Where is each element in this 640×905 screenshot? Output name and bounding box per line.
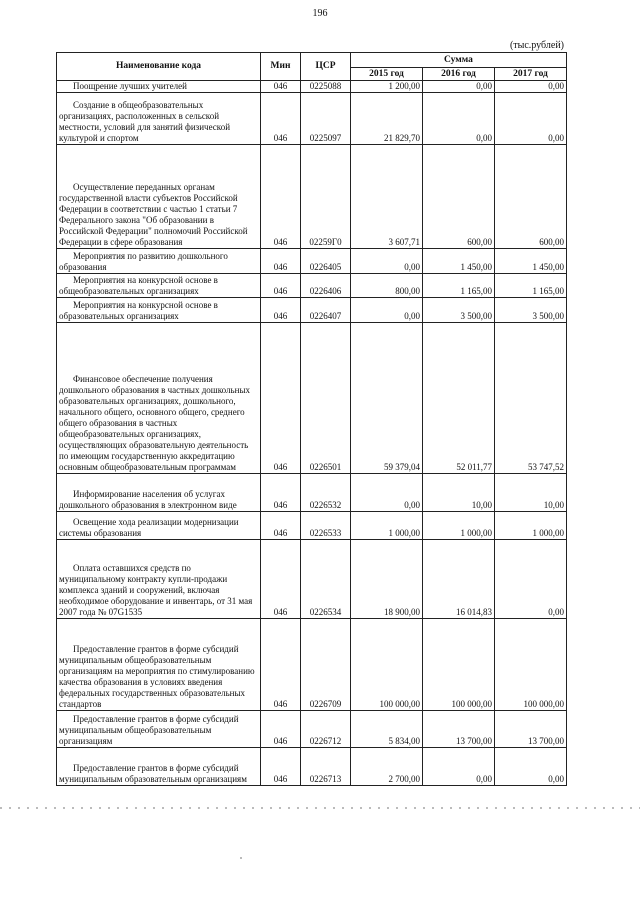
row-2017: 1 450,00 bbox=[495, 249, 567, 274]
row-name: Мероприятия на конкурсной основе в образовательных организациях bbox=[59, 300, 218, 321]
row-2015: 0,00 bbox=[351, 298, 423, 323]
scan-artifact-line bbox=[0, 807, 640, 809]
row-name: Предоставление грантов в форме субсидий муниципальным общеобразовательным организациям bbox=[59, 714, 239, 746]
row-2017: 10,00 bbox=[495, 474, 567, 512]
row-2017: 53 747,52 bbox=[495, 323, 567, 474]
row-2017: 0,00 bbox=[495, 540, 567, 619]
row-2015: 18 900,00 bbox=[351, 540, 423, 619]
row-name: Мероприятия на конкурсной основе в общеобразовательных организациях bbox=[59, 275, 218, 296]
row-2017: 1 165,00 bbox=[495, 274, 567, 298]
row-2016: 3 500,00 bbox=[423, 298, 495, 323]
header-csr: ЦСР bbox=[301, 53, 351, 81]
row-min: 046 bbox=[261, 81, 301, 93]
row-min: 046 bbox=[261, 748, 301, 786]
table-row bbox=[57, 540, 567, 619]
row-2016: 13 700,00 bbox=[423, 711, 495, 748]
row-csr: 0226405 bbox=[301, 249, 351, 274]
row-name: Поощрение лучших учителей bbox=[73, 81, 187, 91]
table-row bbox=[57, 93, 567, 145]
row-min: 046 bbox=[261, 512, 301, 540]
row-csr: 0226533 bbox=[301, 512, 351, 540]
row-csr: 0226709 bbox=[301, 619, 351, 711]
row-min: 046 bbox=[261, 298, 301, 323]
table-row bbox=[57, 249, 567, 274]
row-2016: 0,00 bbox=[423, 748, 495, 786]
row-2016: 1 000,00 bbox=[423, 512, 495, 540]
table-row bbox=[57, 145, 567, 249]
table-row bbox=[57, 298, 567, 323]
row-name: Осуществление переданных органам государственной власти субъектов Российской Федерации в соответствии с частью 1 статьи 7 Федерального закона "Об образовании в Российской Федерации" полномочий Российской Федерации в сфере образования bbox=[59, 182, 248, 247]
table-row bbox=[57, 619, 567, 711]
row-2015: 21 829,70 bbox=[351, 93, 423, 145]
table-row bbox=[57, 323, 567, 474]
row-2017: 1 000,00 bbox=[495, 512, 567, 540]
row-2015: 100 000,00 bbox=[351, 619, 423, 711]
row-2016: 100 000,00 bbox=[423, 619, 495, 711]
row-2016: 10,00 bbox=[423, 474, 495, 512]
header-name: Наименование кода bbox=[57, 53, 261, 81]
row-2017: 600,00 bbox=[495, 145, 567, 249]
units-label: (тыс.рублей) bbox=[509, 40, 564, 51]
row-csr: 0226534 bbox=[301, 540, 351, 619]
row-2017: 3 500,00 bbox=[495, 298, 567, 323]
row-min: 046 bbox=[261, 274, 301, 298]
row-min: 046 bbox=[261, 323, 301, 474]
budget-table bbox=[56, 52, 567, 786]
row-name: Информирование населения об услугах дошкольного образования в электронном виде bbox=[59, 489, 237, 510]
table-row bbox=[57, 748, 567, 786]
row-csr: 0226407 bbox=[301, 298, 351, 323]
row-name: Мероприятия по развитию дошкольного образования bbox=[59, 251, 228, 272]
row-2015: 2 700,00 bbox=[351, 748, 423, 786]
row-min: 046 bbox=[261, 249, 301, 274]
row-name: Оплата оставшихся средств по муниципальному контракту купли-продажи комплекса зданий и сооружений, включая необходимое оборудование и инвентарь, от 31 мая 2007 года № 07G1535 bbox=[59, 563, 253, 617]
row-csr: 0226712 bbox=[301, 711, 351, 748]
row-csr: 02259Г0 bbox=[301, 145, 351, 249]
row-2016: 52 011,77 bbox=[423, 323, 495, 474]
row-2015: 800,00 bbox=[351, 274, 423, 298]
row-name: Финансовое обеспечение получения дошкольного образования в частных дошкольных образовательных организациях, дошкольного, начального общего, основного общего, среднего общего образования в частных общеобразовательных организациях, осуществляющих образовательную деятельность по имеющим государственную аккредитацию основным общеобразовательным программам bbox=[59, 374, 250, 472]
row-min: 046 bbox=[261, 474, 301, 512]
row-2016: 0,00 bbox=[423, 93, 495, 145]
row-min: 046 bbox=[261, 93, 301, 145]
row-2015: 3 607,71 bbox=[351, 145, 423, 249]
table-row bbox=[57, 274, 567, 298]
row-csr: 0225088 bbox=[301, 81, 351, 93]
row-2017: 100 000,00 bbox=[495, 619, 567, 711]
scan-artifact-dot bbox=[240, 857, 242, 859]
header-year-2015: 2015 год bbox=[351, 68, 423, 81]
row-2016: 0,00 bbox=[423, 81, 495, 93]
row-csr: 0225097 bbox=[301, 93, 351, 145]
table-row bbox=[57, 512, 567, 540]
row-csr: 0226713 bbox=[301, 748, 351, 786]
page-number: 196 bbox=[312, 8, 328, 19]
row-2017: 13 700,00 bbox=[495, 711, 567, 748]
row-2015: 1 000,00 bbox=[351, 512, 423, 540]
table-row bbox=[57, 711, 567, 748]
row-name: Создание в общеобразовательных организациях, расположенных в сельской местности, условий для занятий физической культурой и спортом bbox=[59, 100, 231, 143]
header-year-2016: 2016 год bbox=[423, 68, 495, 81]
row-2017: 0,00 bbox=[495, 93, 567, 145]
row-2017: 0,00 bbox=[495, 81, 567, 93]
header-year-2017: 2017 год bbox=[495, 68, 567, 81]
row-2015: 0,00 bbox=[351, 474, 423, 512]
row-csr: 0226532 bbox=[301, 474, 351, 512]
row-2015: 59 379,04 bbox=[351, 323, 423, 474]
row-2017: 0,00 bbox=[495, 748, 567, 786]
row-name: Освещение хода реализации модернизации системы образования bbox=[59, 517, 239, 538]
row-2016: 16 014,83 bbox=[423, 540, 495, 619]
table-row bbox=[57, 81, 567, 93]
header-min: Мин bbox=[261, 53, 301, 81]
row-min: 046 bbox=[261, 540, 301, 619]
row-name: Предоставление грантов в форме субсидий муниципальным общеобразовательным организациям на мероприятия по стимулированию качества образования в условиях введения федеральных государственных образовательных стандартов bbox=[59, 644, 255, 709]
row-2015: 0,00 bbox=[351, 249, 423, 274]
row-2016: 600,00 bbox=[423, 145, 495, 249]
row-min: 046 bbox=[261, 711, 301, 748]
row-name: Предоставление грантов в форме субсидий муниципальным образовательным организациям bbox=[59, 763, 247, 784]
row-2015: 1 200,00 bbox=[351, 81, 423, 93]
row-2015: 5 834,00 bbox=[351, 711, 423, 748]
row-csr: 0226501 bbox=[301, 323, 351, 474]
table-row bbox=[57, 474, 567, 512]
header-sum: Сумма bbox=[351, 53, 567, 68]
row-csr: 0226406 bbox=[301, 274, 351, 298]
row-2016: 1 165,00 bbox=[423, 274, 495, 298]
row-min: 046 bbox=[261, 619, 301, 711]
row-2016: 1 450,00 bbox=[423, 249, 495, 274]
row-min: 046 bbox=[261, 145, 301, 249]
